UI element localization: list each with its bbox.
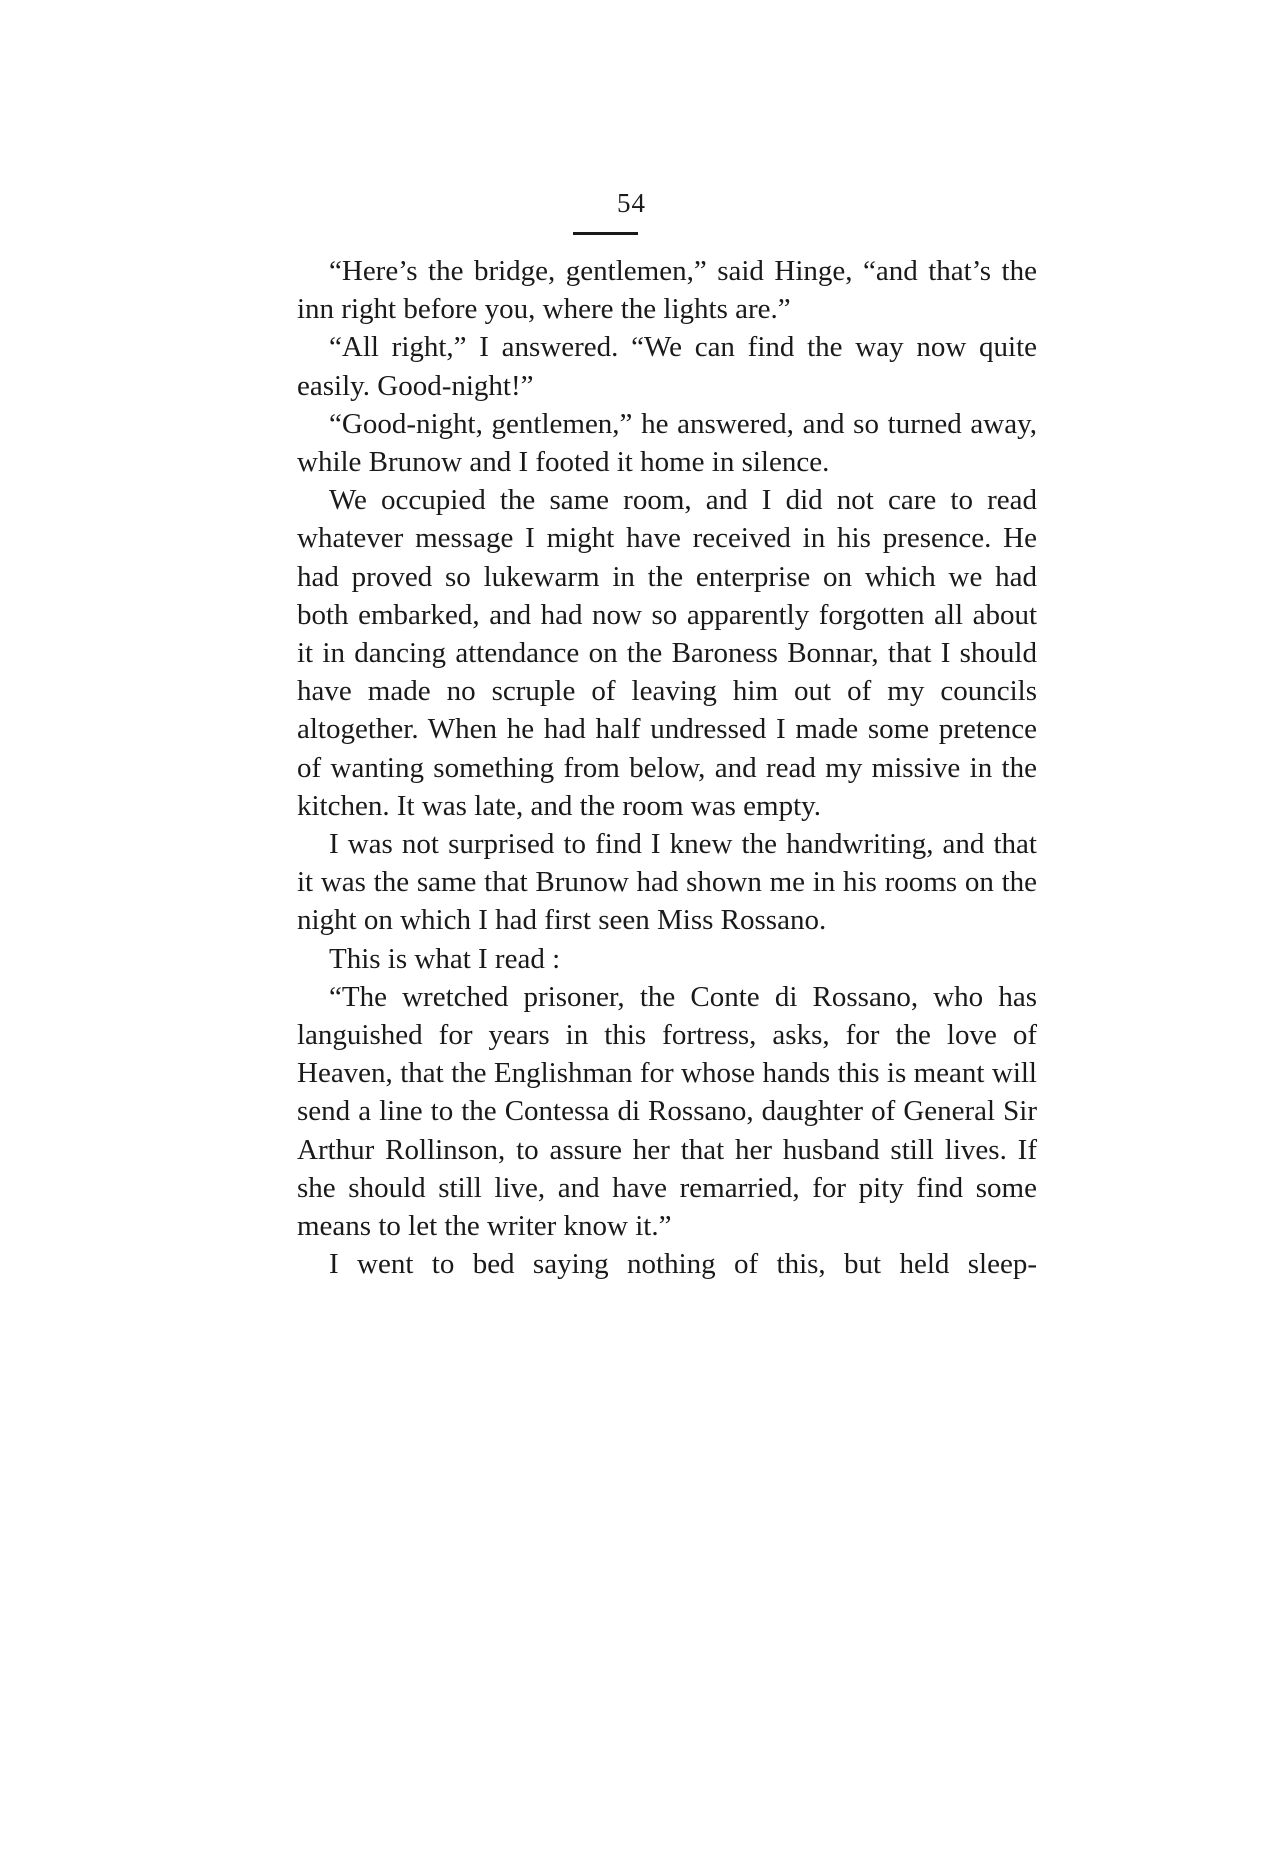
paragraph-bridge: “Here’s the bridge, gentlemen,” said Hinge, “and that’s the inn right before you, where the lights are.” <box>297 255 1037 326</box>
paragraph-same-room: We occupied the same room, and I did not care to read whatever message I might have received in his presence. He had proved so lukewarm in the enterprise on which we had both embarked, and had now so apparently forgotten all about it in dancing attendance on the Baroness Bonnar, that I should have made no scruple of leaving him out of my councils altogether. When he had half undressed I made some pretence of wanting something from below, and read my missive in the kitchen. It was late, and the room was empty. <box>297 484 1037 822</box>
body-text <box>297 252 1037 1283</box>
paragraph-handwriting: I was not surprised to find I knew the handwriting, and that it was the same that Brunow had shown me in his rooms on the night on which I had first seen Miss Rossano. <box>297 828 1037 937</box>
paragraph-what-i-read: This is what I read : <box>329 942 561 975</box>
paragraph-went-to-bed: I went to bed saying nothing of this, but held sleep- <box>329 1248 1037 1281</box>
paragraph-all-right: “All right,” I answered. “We can find the way now quite easily. Good-night!” <box>297 331 1037 402</box>
paragraph-prisoner-message: “The wretched prisoner, the Conte di Rossano, who has languished for years in this fortress, asks, for the love of Heaven, that the Englishman for whose hands this is meant will send a line to the Contessa di Rossano, daughter of General Sir Arthur Rollinson, to assure her that her husband still lives. If she should still live, and have remarried, for pity find some means to let the writer know it.” <box>297 980 1037 1243</box>
paragraph-good-night: “Good-night, gentlemen,” he answered, and so turned away, while Brunow and I footed it home in silence. <box>297 407 1037 479</box>
page-number: 54 <box>617 188 646 218</box>
page-number-rule <box>573 232 638 235</box>
